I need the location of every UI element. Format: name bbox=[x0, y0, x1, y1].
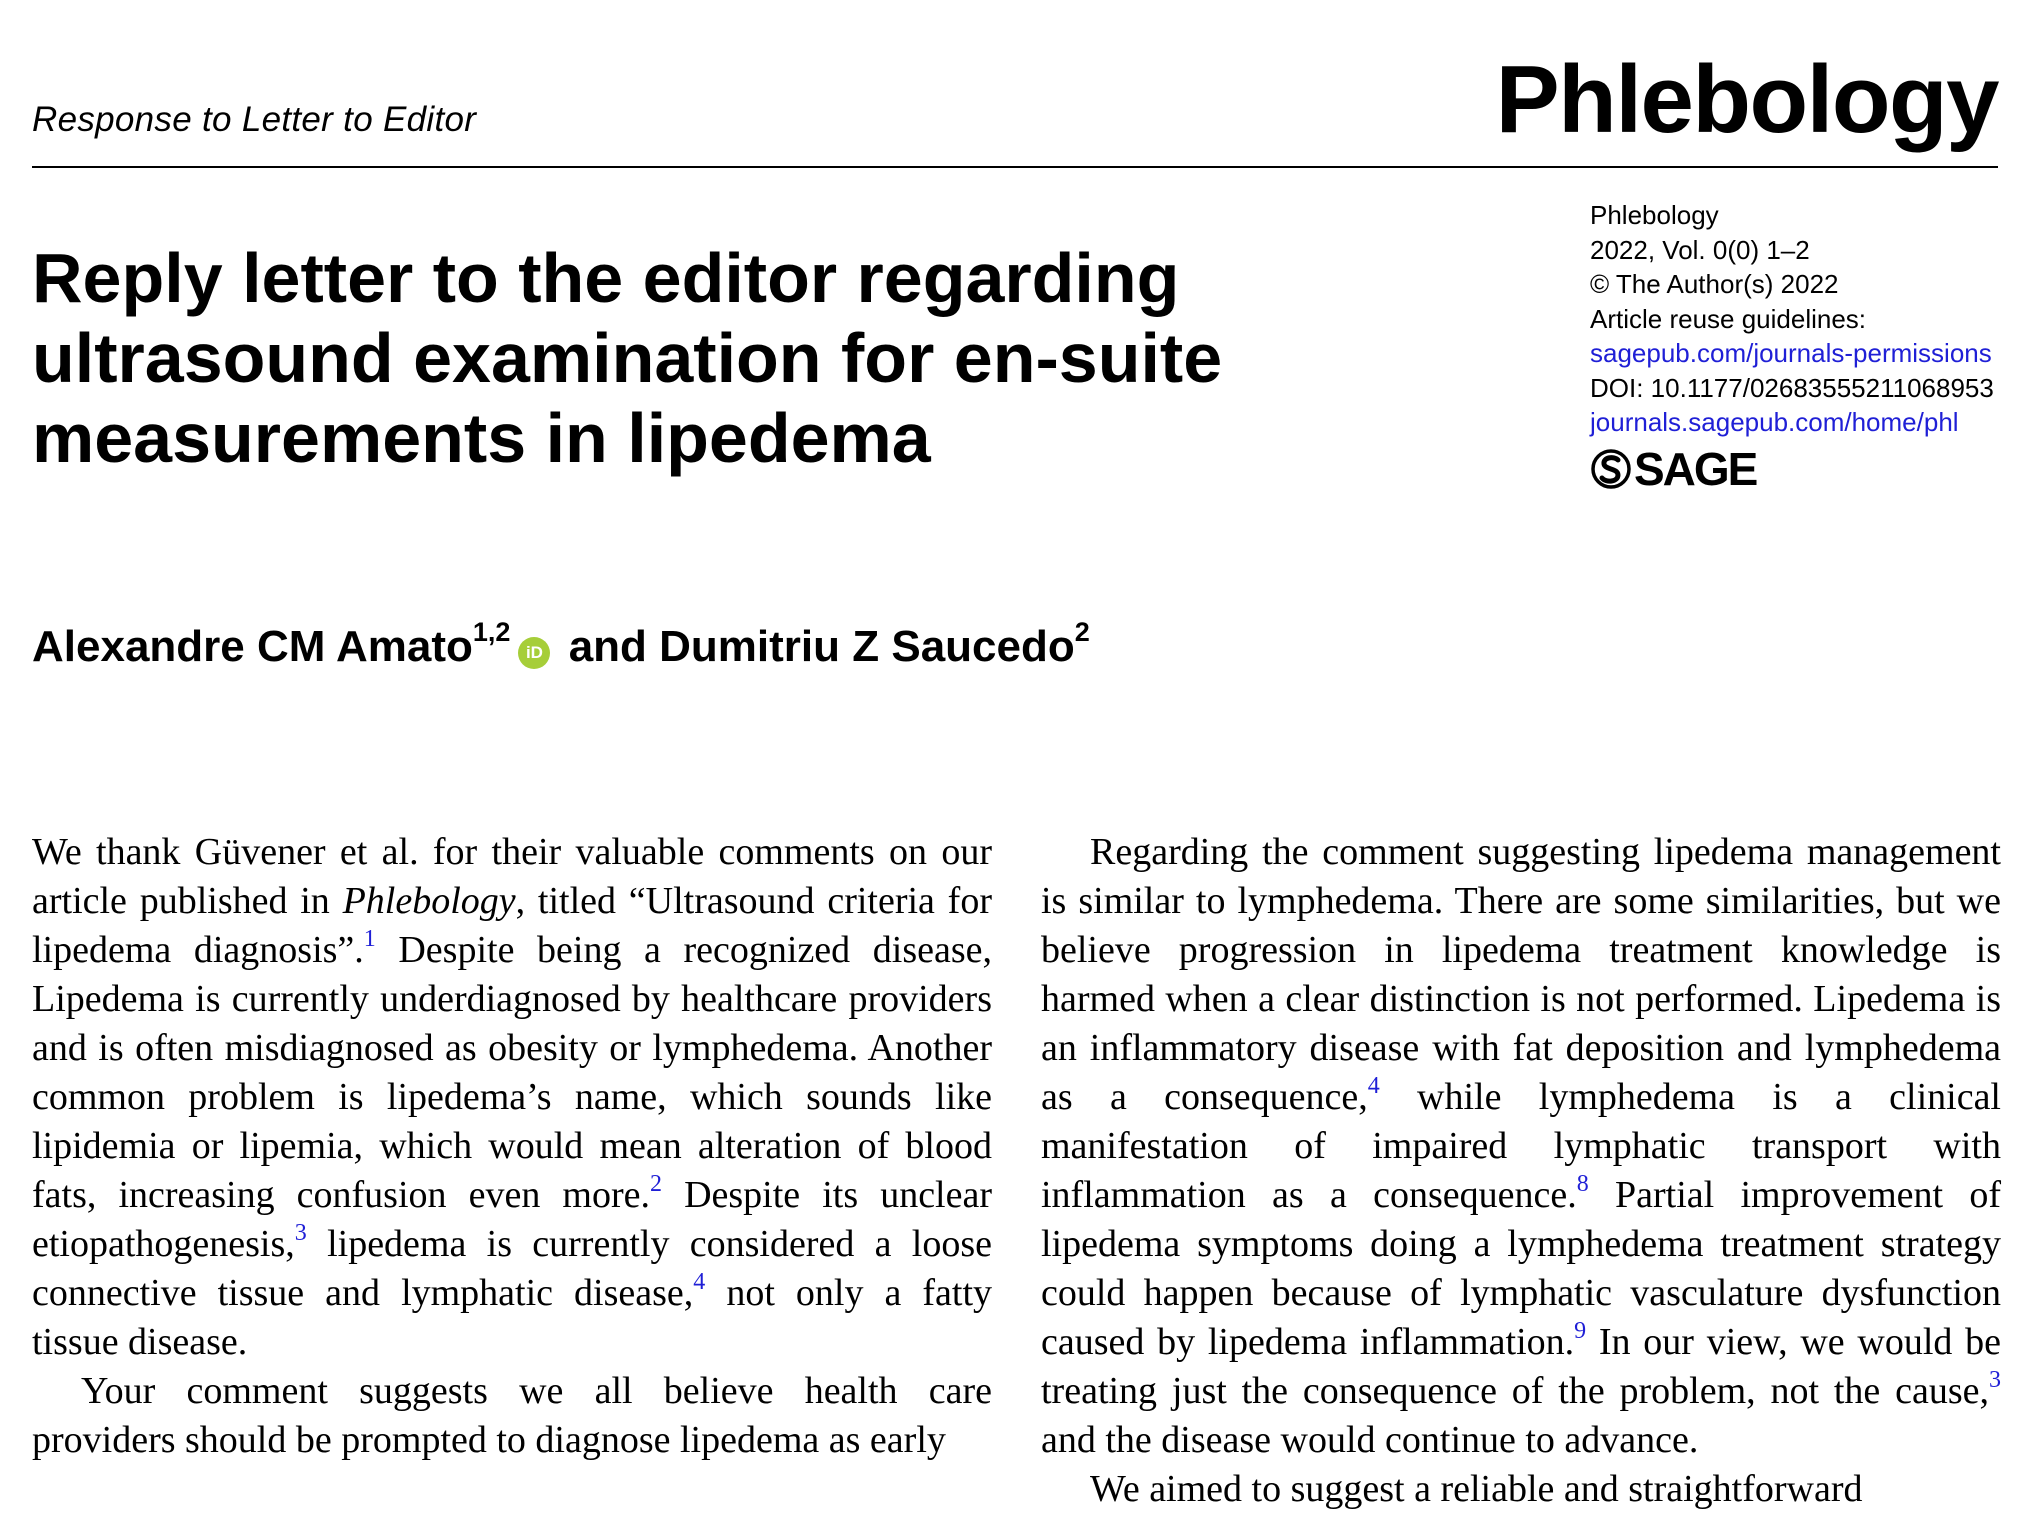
meta-doi: DOI: 10.1177/02683555211068953 bbox=[1590, 372, 1994, 403]
paragraph bbox=[1041, 828, 2001, 1465]
reference-link[interactable]: 9 bbox=[1574, 1318, 1587, 1344]
article-title: Reply letter to the editor regarding ultrasound examination for en-suite measurements in lipedema bbox=[32, 239, 1223, 477]
author-conjunction: and bbox=[568, 622, 647, 671]
body-column-left bbox=[32, 828, 992, 1465]
paragraph-text: Partial improvement of lipedema symptoms doing a lymphedema treatment strategy could happen because of lymphatic vasculature dysfunction caused by lipedema inflammation. bbox=[1041, 1174, 2001, 1363]
header-divider bbox=[32, 166, 1998, 168]
reference-link[interactable]: 1 bbox=[363, 926, 376, 952]
paragraph: Your comment suggests we all believe health care providers should be prompted to diagnose lipedema as early bbox=[32, 1370, 992, 1461]
journal-name-masthead: Phlebology bbox=[1495, 46, 1998, 153]
reference-link[interactable]: 3 bbox=[1989, 1367, 2001, 1393]
sage-logo-text: SAGE bbox=[1634, 442, 1757, 495]
paragraph bbox=[32, 828, 992, 1367]
article-type-label: Response to Letter to Editor bbox=[32, 100, 477, 139]
paragraph-text: , titled “Ultrasound criteria for lipedema diagnosis”. bbox=[32, 880, 992, 971]
paragraph-text: Despite being a recognized disease, Lipedema is currently underdiagnosed by healthcare providers and is often misdiagnosed as obesity or lymphedema. Another common problem is lipedema’s name, which sounds like lipidemia or lipemia, which would mean alteration of blood fats, increasing confusion even more. bbox=[32, 929, 992, 1216]
reference-link[interactable]: 8 bbox=[1576, 1171, 1589, 1197]
sage-emblem-icon bbox=[1590, 448, 1632, 490]
journal-home-link[interactable]: journals.sagepub.com/home/phl bbox=[1590, 407, 1959, 437]
journal-italic: Phlebology bbox=[342, 880, 516, 922]
reference-link[interactable]: 2 bbox=[650, 1171, 662, 1197]
paragraph-text: Despite its unclear etiopathogenesis, bbox=[32, 1174, 993, 1265]
author-2-name: Dumitriu Z Saucedo bbox=[659, 622, 1075, 671]
reference-link[interactable]: 3 bbox=[294, 1220, 307, 1246]
orcid-icon[interactable]: iD bbox=[518, 637, 550, 669]
author-2-affiliation: 2 bbox=[1074, 617, 1090, 647]
author-line bbox=[32, 617, 1090, 672]
paragraph-text: We thank Güvener et al. for their valuable comments on our article published in bbox=[32, 831, 992, 922]
meta-volume: 2022, Vol. 0(0) 1–2 bbox=[1590, 234, 1810, 265]
paragraph-text: Regarding the comment suggesting lipedema management is similar to lymphedema. There are some similarities, but we believe progression in lipedema treatment knowledge is harmed when a clear distinction is not performed. Lipedema is an inflammatory disease with fat deposition and lymphedema as a consequence, bbox=[1041, 831, 2001, 1118]
article-metadata bbox=[1590, 198, 1994, 495]
body-column-right bbox=[1041, 828, 2001, 1514]
author-1-name: Alexandre CM Amato bbox=[32, 622, 473, 671]
permissions-link[interactable]: sagepub.com/journals-permissions bbox=[1590, 338, 1992, 368]
sage-logo bbox=[1590, 442, 1994, 495]
paragraph-text: lipedema is currently considered a loose connective tissue and lymphatic disease, bbox=[32, 1223, 992, 1314]
reference-link[interactable]: 4 bbox=[693, 1269, 706, 1295]
paragraph-text: while lymphedema is a clinical manifestation of impaired lymphatic transport with inflammation as a consequence. bbox=[1041, 1076, 2001, 1216]
meta-copyright: © The Author(s) 2022 bbox=[1590, 269, 1839, 299]
meta-journal: Phlebology bbox=[1590, 200, 1719, 230]
paragraph-text: not only a fatty tissue disease. bbox=[32, 1272, 992, 1363]
author-1-affiliation: 1,2 bbox=[472, 617, 511, 647]
paragraph-text: and the disease would continue to advance. bbox=[1041, 1419, 1699, 1461]
paragraph-text: In our view, we would be treating just the consequence of the problem, not the cause, bbox=[1041, 1321, 2002, 1412]
reference-link[interactable]: 4 bbox=[1367, 1073, 1380, 1099]
paragraph: We aimed to suggest a reliable and straightforward bbox=[1090, 1468, 1863, 1510]
meta-reuse-label: Article reuse guidelines: bbox=[1590, 303, 1867, 334]
